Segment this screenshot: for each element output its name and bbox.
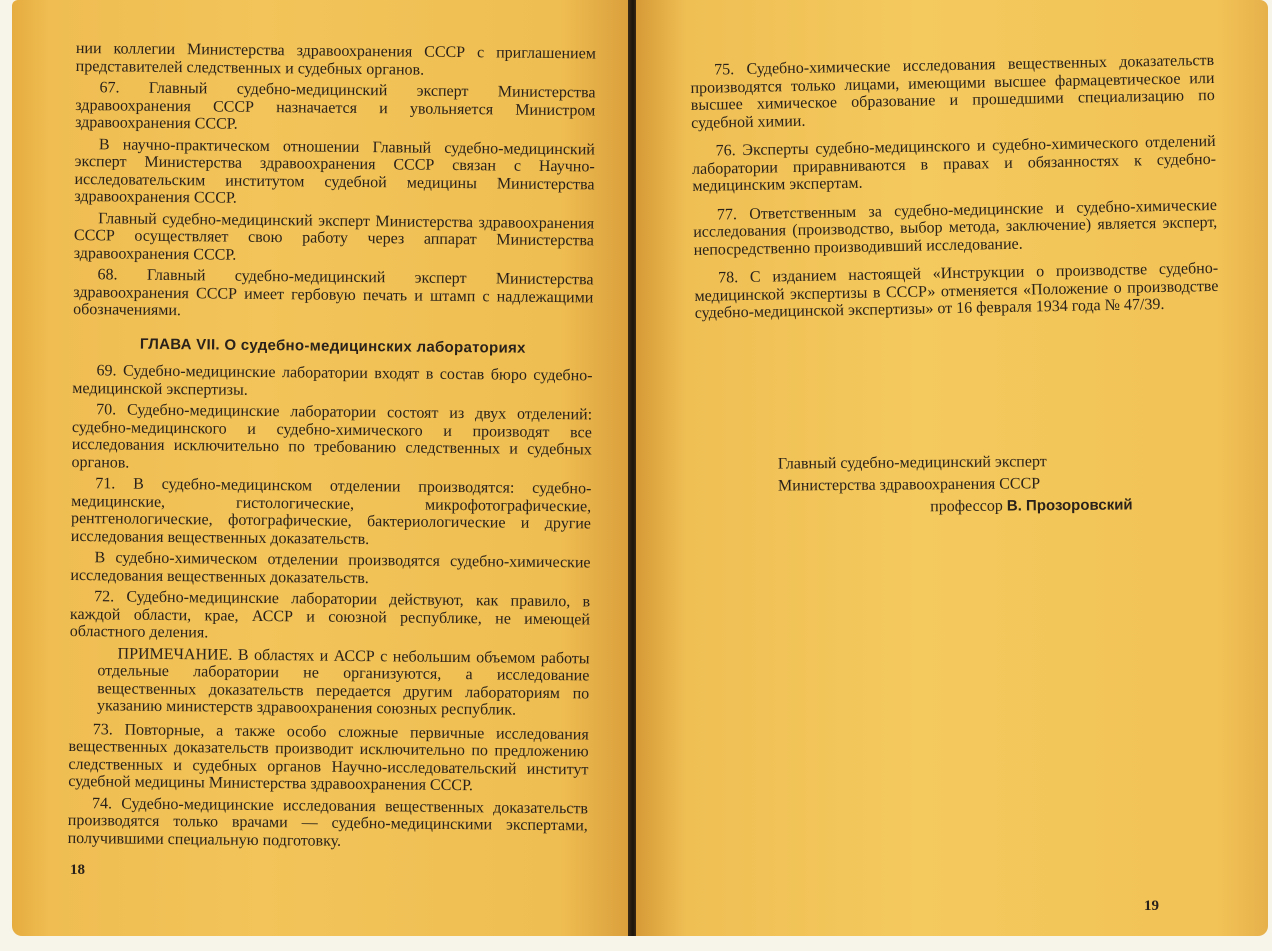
paragraph: 72. Судебно-медицинские лаборатории действуют, как правило, в каждой области, крае, АССР и союзной республике, не имеющей областного деления. xyxy=(69,588,591,642)
paragraph: 67. Главный судебно-медицинский эксперт Министерства здравоохранения СССР назначается и увольняется Министром здравоохранения СССР. xyxy=(75,79,596,133)
paragraph: 78. С изданием настоящей «Инструкции о производстве судебно-медицинской экспертизы в СССР» отменяется «Положение о производстве судебно-медицинской экспертизы» от 16 февраля 1934 года № 47/39. xyxy=(694,259,1219,322)
paragraph: нии коллегии Министерства здравоохранения СССР с приглашением представителей следственных и судебных органов. xyxy=(75,40,596,79)
paragraph: 74. Судебно-медицинские исследования вещественных доказательств производятся только врачами — судебно-медицинскими экспертами, получившими специальную подготовку. xyxy=(67,794,589,850)
page-number: 19 xyxy=(1144,898,1159,914)
paragraph: В судебно-химическом отделении производятся судебно-химические исследования вещественных доказательств. xyxy=(70,549,591,587)
signature-author xyxy=(778,494,1133,519)
paragraph: 70. Судебно-медицинские лаборатории состоят из двух отделений: судебно-медицинского и судебно-химического и производят все исследования исключительно по требованию следственных и судебных органов. xyxy=(71,401,593,472)
paragraph: 75. Судебно-химические исследования вещественных доказательств производятся только лицами, имеющими высшее фармацевтическое или высшее химическое образование и прошедшими специализацию по судебной химии. xyxy=(690,51,1215,132)
left-page xyxy=(12,0,634,936)
chapter-title: ГЛАВА VII. О судебно-медицинских лабораториях xyxy=(139,335,526,357)
paragraph: 76. Эксперты судебно-медицинского и судебно-химического отделений лаборатории приравниваются в правах и обязанностях к судебно-медицинским экспертам. xyxy=(691,132,1217,195)
right-page-text xyxy=(690,52,1219,334)
signature-line: Главный судебно-медицинский эксперт xyxy=(777,453,1047,473)
paragraph: 77. Ответственным за судебно-медицинские и судебно-химические исследования (производство, выбор метода, заключение) является эксперт, непосредственно производивший исследование. xyxy=(693,196,1218,259)
signature-title: профессор xyxy=(930,497,1003,516)
signature-block xyxy=(778,450,1133,519)
right-page xyxy=(636,0,1268,936)
paragraph: Главный судебно-медицинский эксперт Министерства здравоохранения СССР осуществляет свою работу через аппарат Министерства здравоохранения СССР. xyxy=(73,209,595,264)
left-page-text xyxy=(68,40,596,856)
paragraph: 69. Судебно-медицинские лаборатории входят в состав бюро судебно-медицинской экспертизы. xyxy=(72,362,593,399)
paragraph: В научно-практическом отношении Главный судебно-медицинский эксперт Министерства здравоохранения СССР связан с Научно-исследовательским институтом судебной медицины Министерства здравоохранения СССР. xyxy=(74,135,595,207)
signature-name: В. Прозоровский xyxy=(1006,496,1133,515)
signature-line: Министерства здравоохранения СССР xyxy=(777,475,1041,495)
page-number: 18 xyxy=(70,862,85,878)
paragraph: 68. Главный судебно-медицинский эксперт Министерства здравоохранения СССР имеет гербовую печать и штамп с надлежащими обозначениями. xyxy=(73,266,594,320)
paragraph: 71. В судебно-медицинском отделении производятся: судебно-медицинские, гистологические, микрофотографические, рентгенологические, фотографические, бактериологические и другие исследования вещественных доказательств. xyxy=(70,475,592,548)
paragraph: 73. Повторные, а также особо сложные первичные исследования вещественных доказательств производит исключительно по предложению следственных и судебных органов Научно-исследовательский институт судебной медицины Министерства здравоохранения СССР. xyxy=(68,720,589,795)
note: ПРИМЕЧАНИЕ. В областях и АССР с небольшим объемом работы отдельные лаборатории не организуются, а исследование вещественных доказательств передается другим лабораториям по указанию министерств здравоохранения союзных республик. xyxy=(96,644,590,719)
